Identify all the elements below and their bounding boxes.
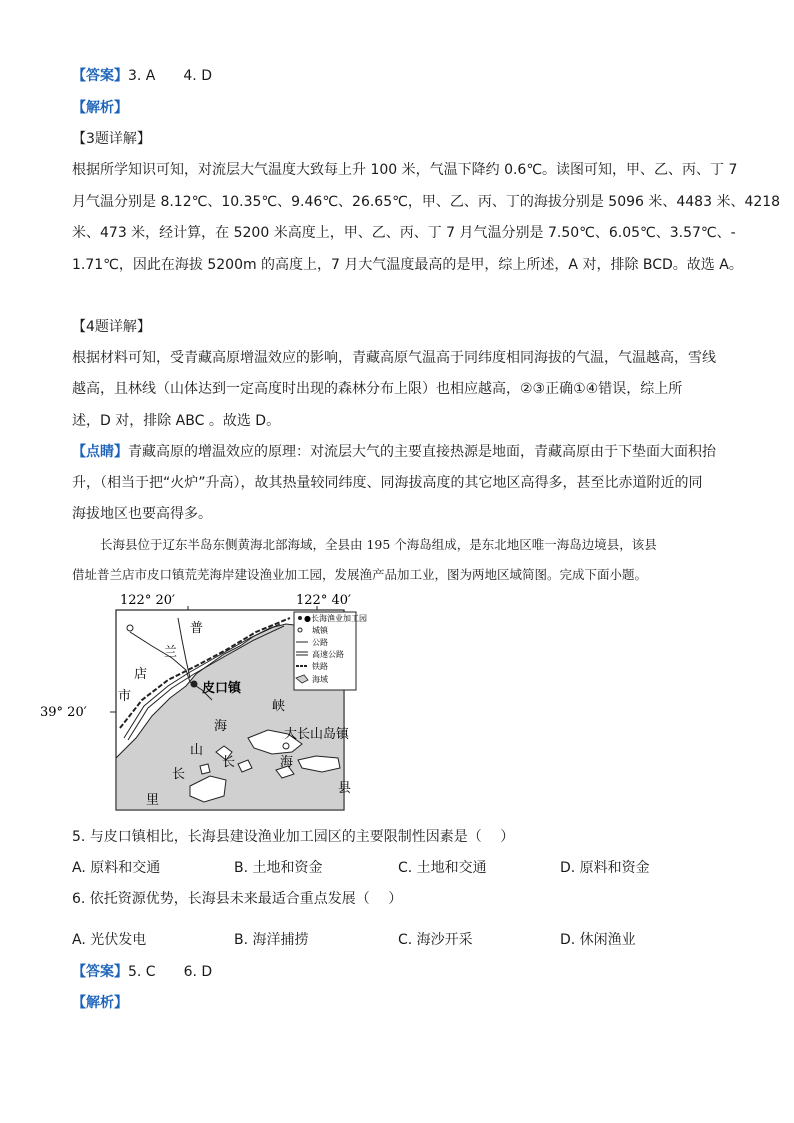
q5-option-c: C. 土地和交通 bbox=[398, 860, 487, 876]
map-label-shi: 市 bbox=[118, 689, 132, 704]
tip-line-2: 升，（相当于把“火炉”升高），故其热量较同纬度、同海拔高度的其它地区高得多，甚至比赤道附近的同 bbox=[72, 475, 703, 491]
map-label-li: 里 bbox=[146, 793, 160, 808]
q3-paragraph-line-3: 米、473 米，经计算，在 5200 米高度上，甲、乙、丙、丁 7 月气温分别是 7.50℃、6.05℃、3.57℃、- bbox=[72, 225, 736, 241]
map-label-dachangshan: 大长山岛镇 bbox=[284, 727, 350, 742]
map-label-lan: 兰 bbox=[164, 645, 178, 660]
legend-item-sea: 海域 bbox=[312, 675, 328, 684]
map-lon-label-1: 122° 20′ bbox=[120, 593, 175, 608]
q6-stem: 6. 依托资源优势，长海县未来最适合重点发展（ ） bbox=[72, 891, 403, 907]
q3-paragraph-line-4: 1.71℃，因此在海拔 5200m 的高度上，7 月大气温度最高的是甲，综上所述，A 对，排除 BCD。故选 A。 bbox=[72, 257, 743, 273]
q6-option-a: A. 光伏发电 bbox=[72, 932, 147, 948]
tip-text-1: 青藏高原的增温效应的原理：对流层大气的主要直接热源是地面，青藏高原由于下垫面大面积抬 bbox=[128, 444, 716, 460]
legend-item-road: 公路 bbox=[312, 638, 328, 647]
map-label-dian: 店 bbox=[134, 667, 148, 682]
answer-text-2: 5. C 6. D bbox=[128, 964, 213, 980]
tip-line-1 bbox=[72, 442, 716, 462]
answer-tag-2: 【答案】 bbox=[72, 964, 128, 980]
map-label-xian: 县 bbox=[338, 781, 352, 796]
map-label-hai2: 海 bbox=[280, 755, 294, 770]
island-6 bbox=[200, 764, 210, 774]
legend-item-railway: 铁路 bbox=[312, 662, 328, 671]
map-label-pu: 普 bbox=[190, 621, 204, 636]
material-line-1: 长海县位于辽东半岛东侧黄海北部海域，全县由 195 个海岛组成，是东北地区唯一海岛边境县，该县 bbox=[100, 537, 657, 552]
analysis-tag-2: 【解析】 bbox=[72, 995, 128, 1011]
town-marker-dachangshan bbox=[283, 743, 289, 749]
map-label-xia: 峡 bbox=[272, 699, 286, 714]
map-label-hai1: 海 bbox=[214, 719, 228, 734]
map-label-chang: 长 bbox=[172, 767, 186, 782]
map-lat-label: 39° 20′ bbox=[40, 705, 87, 720]
q3-paragraph-line-2: 月气温分别是 8.12℃、10.35℃、9.46℃、26.65℃，甲、乙、丙、丁的海拔分别是 5096 米、4483 米、4218 bbox=[72, 194, 781, 210]
q5-option-a: A. 原料和交通 bbox=[72, 860, 161, 876]
legend-item-highway: 高速公路 bbox=[312, 650, 344, 659]
q4-paragraph-line-1: 根据材料可知，受青藏高原增温效应的影响，青藏高原气温高于同纬度相同海拔的气温，气温越高，雪线 bbox=[72, 350, 716, 366]
map-lon-label-2: 122° 40′ bbox=[296, 593, 351, 608]
answer-line-1 bbox=[72, 66, 212, 86]
answer-line-2 bbox=[72, 962, 212, 982]
town-marker-pikou bbox=[191, 681, 198, 688]
q5-option-b: B. 土地和资金 bbox=[234, 860, 323, 876]
q6-option-d: D. 休闲渔业 bbox=[560, 932, 636, 948]
material-line-2: 借址普兰店市皮口镇荒芜海岸建设渔业加工园，发展渔产品加工业，图为两地区域简图。完成下面小题。 bbox=[72, 567, 648, 582]
analysis-tag: 【解析】 bbox=[72, 100, 128, 116]
q4-paragraph-line-2: 越高，且林线（山体达到一定高度时出现的森林分布上限）也相应越高，②③正确①④错误，综上所 bbox=[72, 381, 683, 397]
legend-item-park: ●长海渔业加工园 bbox=[304, 614, 367, 623]
region-map bbox=[40, 588, 367, 820]
q5-option-d: D. 原料和资金 bbox=[560, 860, 650, 876]
q6-option-b: B. 海洋捕捞 bbox=[234, 932, 309, 948]
answer-tag: 【答案】 bbox=[72, 68, 128, 84]
q3-paragraph-line-1: 根据所学知识可知，对流层大气温度大致每上升 100 米，气温下降约 0.6℃。读图可知，甲、乙、丙、丁 7 bbox=[72, 162, 738, 178]
q5-stem: 5. 与皮口镇相比，长海县建设渔业加工园区的主要限制性因素是（ ） bbox=[72, 829, 515, 845]
tip-tag: 【点睛】 bbox=[72, 444, 128, 460]
q4-detail-tag: 【4题详解】 bbox=[72, 319, 151, 335]
q6-option-c: C. 海沙开采 bbox=[398, 932, 473, 948]
map-label-shan: 山 bbox=[190, 743, 204, 758]
map-legend bbox=[294, 612, 367, 690]
legend-item-town: 城镇 bbox=[312, 626, 328, 635]
map-label-pikou: 皮口镇 bbox=[202, 681, 242, 696]
q4-paragraph-line-3: 述，D 对，排除 ABC 。故选 D。 bbox=[72, 413, 281, 429]
answer-text: 3. A 4. D bbox=[128, 68, 212, 84]
q3-detail-tag: 【3题详解】 bbox=[72, 131, 151, 147]
map-label-zhang: 长 bbox=[222, 755, 236, 770]
tip-line-3: 海拔地区也要高得多。 bbox=[72, 506, 212, 522]
town-marker-1 bbox=[127, 625, 133, 631]
